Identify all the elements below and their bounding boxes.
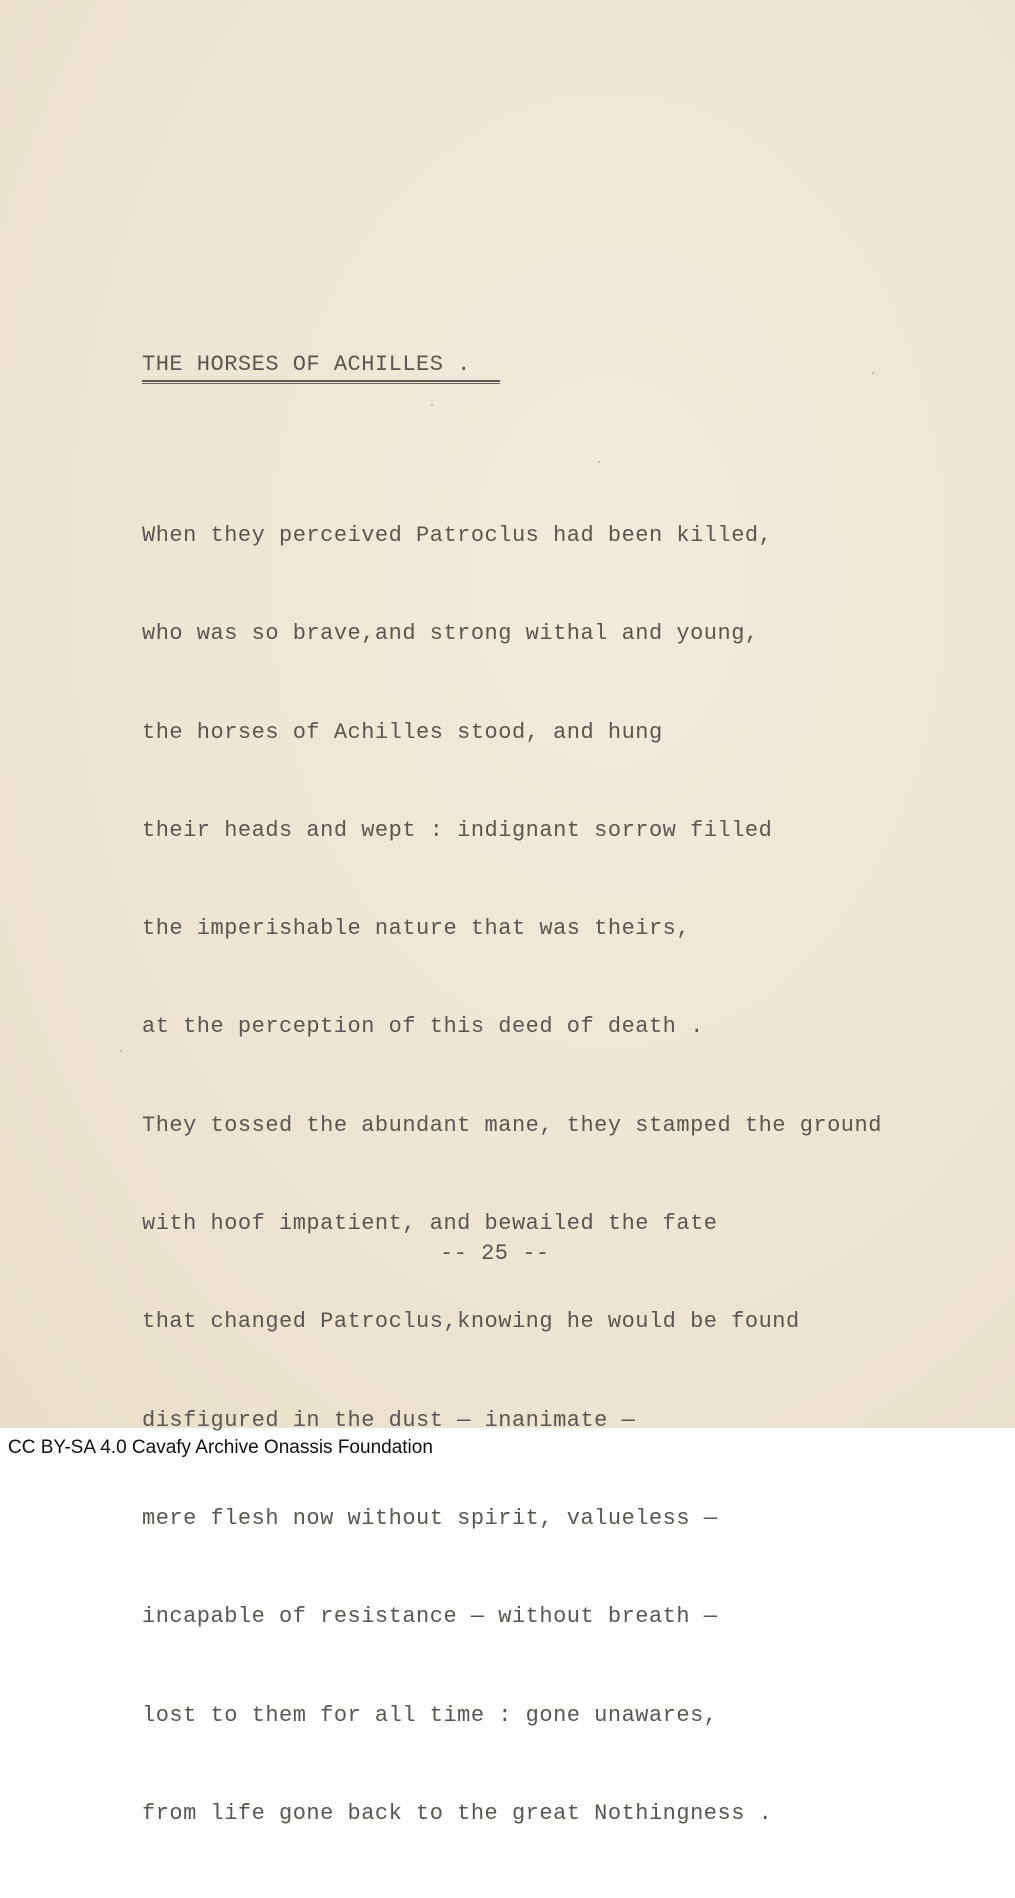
poem-line: their heads and wept : indignant sorrow filled (142, 817, 773, 843)
poem-line: incapable of resistance — without breath — (142, 1604, 718, 1630)
poem-line: that changed Patroclus,knowing he would be found (142, 1309, 800, 1335)
page-number: -- 25 -- (440, 1241, 550, 1266)
poem-line: disfigured in the dust — inanimate — (142, 1407, 636, 1433)
paper-speck (872, 372, 874, 374)
title-underline-second (142, 383, 500, 384)
paper-speck (598, 461, 600, 463)
poem-line: who was so brave,and strong withal and young, (142, 621, 759, 647)
poem-line: mere flesh now without spirit, valueless — (142, 1505, 718, 1531)
poem-body (142, 472, 882, 1898)
poem-line: the horses of Achilles stood, and hung (142, 719, 663, 745)
poem-title: THE HORSES OF ACHILLES . (142, 352, 471, 377)
poem-line: with hoof impatient, and bewailed the fate (142, 1211, 718, 1237)
paper-speck (120, 1050, 122, 1052)
poem-line: from life gone back to the great Nothingness . (142, 1800, 773, 1826)
poem-line: When they perceived Patroclus had been killed, (142, 523, 773, 548)
poem-line: the imperishable nature that was theirs, (142, 916, 691, 942)
poem-line: at the perception of this deed of death . (142, 1014, 704, 1040)
poem-line: They tossed the abundant mane, they stamped the ground (142, 1112, 882, 1138)
poem-line: lost to them for all time : gone unawares, (142, 1702, 718, 1728)
title-underline (142, 380, 500, 382)
license-credit: CC BY-SA 4.0 Cavafy Archive Onassis Foundation (8, 1437, 433, 1458)
paper-speck (431, 404, 433, 406)
